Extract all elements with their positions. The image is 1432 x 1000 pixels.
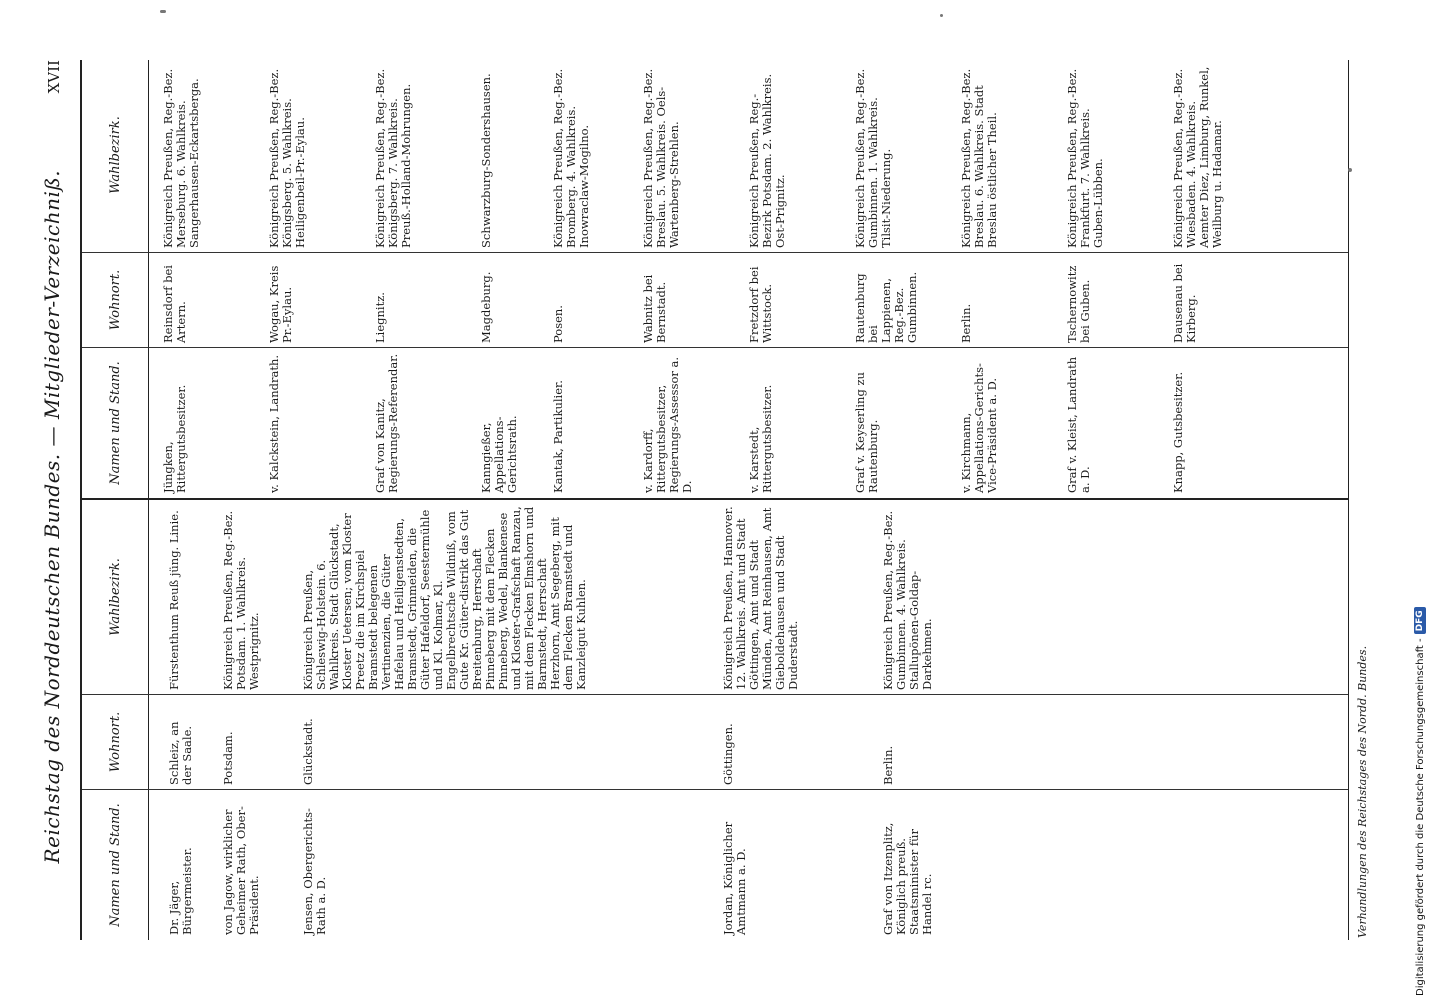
column-header-wohnort: Wohnort. bbox=[107, 711, 123, 773]
column-header-name: Namen und Stand. bbox=[107, 803, 123, 927]
table-right-half bbox=[82, 58, 1348, 500]
left-entry-5-wahlbezirk: Königreich Preußen, Reg.-Bez. Gumbinnen. 4. Wahlkreis. Stallupönen-Goldap-Darkehmen. bbox=[881, 510, 934, 690]
right-entry-11-name: Knapp, Gutsbesitzer. bbox=[1171, 371, 1185, 493]
running-head-title: Reichstag des Norddeutschen Bundes. — Mitglieder-Verzeichniß. bbox=[40, 169, 64, 864]
scan-speck bbox=[940, 14, 943, 17]
right-entry-6-wahlbezirk: Königreich Preußen, Reg.-Bez. Breslau. 5. Wahlkreis. Oels-Wartenberg-Strehlen. bbox=[641, 68, 681, 248]
right-entry-4-wohnort: Magdeburg. bbox=[479, 271, 493, 343]
right-entry-1-wohnort: Reinsdorf bei Artern. bbox=[161, 265, 188, 343]
left-entry-1-wohnort: Schleiz, an der Saale. bbox=[167, 721, 194, 785]
right-entry-5-wohnort: Posen. bbox=[551, 305, 565, 343]
left-entry-1-name: Dr. Jäger, Bürgermeister. bbox=[167, 847, 194, 935]
left-entry-4-wohnort: Göttingen. bbox=[721, 723, 735, 785]
left-entry-3-wohnort: Glückstadt. bbox=[301, 718, 315, 785]
scan-speck bbox=[1348, 168, 1352, 172]
right-entry-11-wahlbezirk: Königreich Preußen, Reg.-Bez. Wiesbaden. 4. Wahlkreis. Aemter Diez, Limburg, Runkel, Weilburg u. Hadamar. bbox=[1171, 66, 1224, 248]
table-left-half bbox=[82, 500, 1348, 940]
right-entry-8-wohnort: Rautenburg bei Lappienen, Reg.-Bez. Gumbinnen. bbox=[853, 271, 919, 343]
right-entry-1-wahlbezirk: Königreich Preußen, Reg.-Bez. Merseburg. 6. Wahlkreis. Sangerhausen-Eckartsberga. bbox=[161, 68, 201, 248]
column-name bbox=[82, 790, 1348, 940]
right-entry-10-wahlbezirk: Königreich Preußen, Reg.-Bez. Frankfurt. 7. Wahlkreis. Guben-Lübben. bbox=[1065, 68, 1105, 248]
right-entry-11-wohnort: Dausenau bei Kirberg. bbox=[1171, 263, 1198, 343]
column-wahlbezirk bbox=[82, 500, 1348, 695]
column-wohnort bbox=[82, 695, 1348, 790]
page-number: XVII bbox=[45, 60, 63, 94]
right-entry-9-wohnort: Berlin. bbox=[959, 303, 973, 343]
right-entry-9-wahlbezirk: Königreich Preußen, Reg.-Bez. Breslau. 6. Wahlkreis. Stadt Breslau östlicher Theil. bbox=[959, 68, 999, 248]
column-header-wohnort: Wohnort. bbox=[107, 269, 123, 331]
right-entry-4-name: Kanngießer, Appellations-Gerichtsrath. bbox=[479, 415, 519, 493]
right-entry-5-name: Kantak, Partikulier. bbox=[551, 380, 565, 493]
column-header-wahlbezirk: Wahlbezirk. bbox=[107, 116, 123, 194]
left-entry-3-wahlbezirk: Königreich Preußen, Schleswig-Holstein. 6. Wahlkreis. Stadt Glückstadt, Kloster Uetersen; vom Kloster Preetz die im Kirchspiel Bramstedt belegenen Vertinenzien, die Güter Hafelau und Heiligenstedten, Bramstedt, Grinmeiden, die Güter Hafeldorf, Seestermühle und Kl. Kolmar, Kl. Engelbrechtsche Wildniß, vom Gute Kr. Güter-distrikt das Gut Breitenburg, Herrschaft Pinneberg mit dem Flecken Pinneberg, Wedel, Blankenese und Kloster-Grafschaft Ranzau, mit dem Flecken Elmshorn und Barmstedt, Herrschaft Herzhorn, Amt Segeberg, mit dem Flecken Bramstedt und Kanzleigut Kuhlen. bbox=[301, 506, 588, 690]
left-entry-5-name: Graf von Itzenplitz, Königlich preuß. Staatsminister für Handel rc. bbox=[881, 822, 934, 935]
left-entry-1-wahlbezirk: Fürstenthum Reuß jüng. Linie. bbox=[167, 510, 181, 690]
right-entry-3-wohnort: Liegnitz. bbox=[373, 292, 387, 343]
scan-speck bbox=[160, 10, 166, 13]
right-entry-8-name: Graf v. Keyserling zu Rautenburg. bbox=[853, 372, 880, 493]
left-entry-4-name: Jordan, Königlicher Amtmann a. D. bbox=[721, 821, 748, 935]
right-entry-8-wahlbezirk: Königreich Preußen, Reg.-Bez. Gumbinnen. 1. Wahlkreis. Tilsit-Niederung. bbox=[853, 68, 893, 248]
column-header-wahlbezirk: Wahlbezirk. bbox=[107, 558, 123, 636]
column-header-name: Namen und Stand. bbox=[107, 361, 123, 485]
right-entry-3-wahlbezirk: Königreich Preußen, Reg.-Bez. Königsberg. 7. Wahlkreis. Preuß.-Holland-Mohrungen. bbox=[373, 68, 413, 248]
right-entry-2-name: v. Kalckstein, Landrath. bbox=[267, 355, 281, 493]
funding-credit bbox=[1414, 607, 1426, 996]
right-entry-9-name: v. Kirchmann, Appellations-Gerichts-Vice-Präsident a. D. bbox=[959, 363, 999, 493]
left-entry-4-wahlbezirk: Königreich Preußen, Hannover. 12. Wahlkreis. Amt und Stadt Göttingen, Amt und Stadt Münden, Amt Reinhausen, Amt Gieboldehausen und Stadt Duderstadt. bbox=[721, 506, 800, 690]
left-entry-5-wohnort: Berlin. bbox=[881, 745, 895, 785]
right-entry-7-wohnort: Fretzdorf bei Wittstock. bbox=[747, 266, 774, 343]
footnote: Verhandlungen des Reichstages des Nordd. Bundes. bbox=[1356, 645, 1369, 938]
member-table bbox=[82, 60, 1348, 940]
right-entry-7-name: v. Karstedt, Rittergutsbesitzer. bbox=[747, 384, 774, 493]
right-entry-3-name: Graf von Kanitz, Regierungs-Referendar. bbox=[373, 353, 400, 493]
right-entry-7-wahlbezirk: Königreich Preußen, Reg.-Bezirk Potsdam. 2. Wahlkreis. Ost-Prignitz. bbox=[747, 73, 787, 248]
right-entry-6-wohnort: Wabnitz bei Bernstadt. bbox=[641, 274, 668, 343]
bottom-rule bbox=[1348, 60, 1349, 940]
right-entry-10-name: Graf v. Kleist, Landrath a. D. bbox=[1065, 356, 1092, 493]
dfg-logo: DFG bbox=[1414, 607, 1426, 634]
running-head bbox=[40, 60, 64, 940]
right-entry-1-name: Jüngken, Rittergutsbesitzer. bbox=[161, 384, 188, 493]
right-entry-2-wahlbezirk: Königreich Preußen, Reg.-Bez. Königsberg. 5. Wahlkreis. Heiligenbeil-Pr.-Eylau. bbox=[267, 68, 307, 248]
right-entry-4-wahlbezirk: Schwarzburg-Sondershausen. bbox=[479, 73, 493, 248]
left-entry-2-wohnort: Potsdam. bbox=[221, 731, 235, 785]
funding-credit-text: Digitalisierung gefördert durch die Deutsche Forschungsgemeinschaft - bbox=[1414, 638, 1426, 996]
right-entry-10-wohnort: Tschernowitz bei Guben. bbox=[1065, 265, 1092, 343]
right-entry-2-wohnort: Wogau, Kreis Pr.-Eylau. bbox=[267, 265, 294, 343]
left-entry-2-wahlbezirk: Königreich Preußen, Reg.-Bez. Potsdam. 1. Wahlkreis. Westprignitz. bbox=[221, 510, 261, 690]
left-entry-3-name: Jensen, Obergerichts-Rath a. D. bbox=[301, 808, 328, 935]
left-entry-2-name: von Jagow, wirklicher Geheimer Rath, Ober-Präsident. bbox=[221, 806, 261, 935]
right-entry-5-wahlbezirk: Königreich Preußen, Reg.-Bez. Bromberg. 4. Wahlkreis. Inowraclaw-Mogilno. bbox=[551, 68, 591, 248]
right-entry-6-name: v. Kardorff, Rittergutsbesitzer, Regierungs-Assessor a. D. bbox=[641, 356, 694, 493]
